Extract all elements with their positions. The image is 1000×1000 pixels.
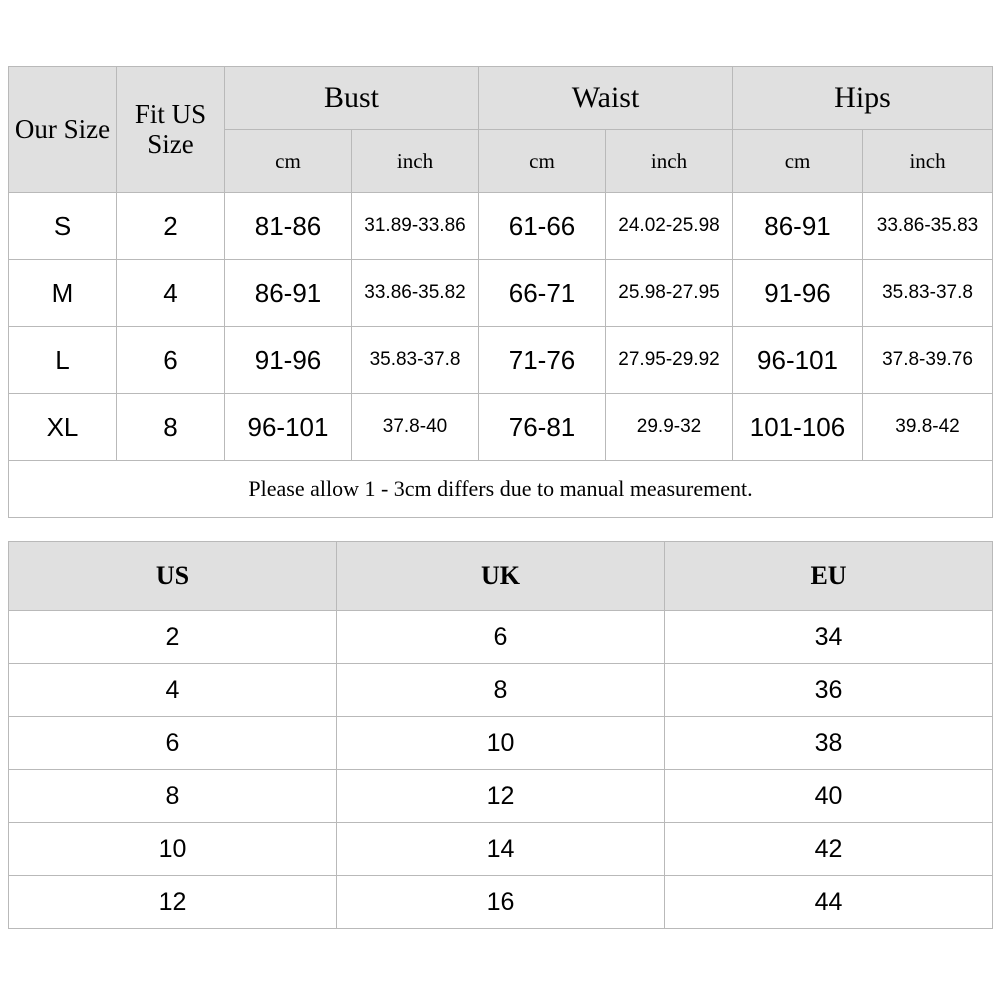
- table-row: [9, 394, 993, 461]
- header-hips-cm: cm: [733, 130, 863, 193]
- header-hips-inch: inch: [863, 130, 993, 193]
- measurement-note-row: [9, 461, 993, 518]
- measurement-note: Please allow 1 - 3cm differs due to manual measurement.: [9, 461, 993, 518]
- header-eu: EU: [665, 542, 993, 611]
- size-chart-table: [8, 66, 993, 518]
- table-row: [9, 260, 993, 327]
- conversion-body: [9, 611, 993, 929]
- size-chart-header: [9, 67, 993, 193]
- cell-eu: 40: [665, 770, 993, 823]
- cell-hips-cm: 91-96: [733, 260, 863, 327]
- cell-eu: 36: [665, 664, 993, 717]
- table-row: [9, 327, 993, 394]
- table-row: [9, 664, 993, 717]
- cell-our-size: L: [9, 327, 117, 394]
- cell-bust-inch: 35.83-37.8: [352, 327, 479, 394]
- cell-bust-inch: 31.89-33.86: [352, 193, 479, 260]
- cell-hips-inch: 39.8-42: [863, 394, 993, 461]
- cell-hips-cm: 101-106: [733, 394, 863, 461]
- cell-waist-cm: 71-76: [479, 327, 606, 394]
- header-bust-inch: inch: [352, 130, 479, 193]
- cell-hips-cm: 96-101: [733, 327, 863, 394]
- header-fit-us-size: Fit US Size: [117, 67, 225, 193]
- header-our-size: Our Size: [9, 67, 117, 193]
- cell-uk: 8: [337, 664, 665, 717]
- table-row: [9, 876, 993, 929]
- cell-eu: 44: [665, 876, 993, 929]
- size-chart-body: [9, 193, 993, 518]
- cell-waist-inch: 25.98-27.95: [606, 260, 733, 327]
- cell-uk: 14: [337, 823, 665, 876]
- cell-hips-cm: 86-91: [733, 193, 863, 260]
- cell-our-size: S: [9, 193, 117, 260]
- cell-waist-cm: 76-81: [479, 394, 606, 461]
- table-row: [9, 770, 993, 823]
- cell-us: 8: [9, 770, 337, 823]
- header-bust-cm: cm: [225, 130, 352, 193]
- table-row: [9, 611, 993, 664]
- header-waist-cm: cm: [479, 130, 606, 193]
- cell-bust-inch: 33.86-35.82: [352, 260, 479, 327]
- cell-our-size: M: [9, 260, 117, 327]
- table-row: [9, 193, 993, 260]
- cell-uk: 10: [337, 717, 665, 770]
- cell-fit-us-size: 6: [117, 327, 225, 394]
- cell-fit-us-size: 4: [117, 260, 225, 327]
- cell-bust-cm: 81-86: [225, 193, 352, 260]
- cell-hips-inch: 37.8-39.76: [863, 327, 993, 394]
- cell-us: 12: [9, 876, 337, 929]
- conversion-header: [9, 542, 993, 611]
- cell-us: 6: [9, 717, 337, 770]
- cell-hips-inch: 35.83-37.8: [863, 260, 993, 327]
- cell-hips-inch: 33.86-35.83: [863, 193, 993, 260]
- cell-us: 10: [9, 823, 337, 876]
- table-row: [9, 717, 993, 770]
- cell-waist-cm: 66-71: [479, 260, 606, 327]
- cell-bust-inch: 37.8-40: [352, 394, 479, 461]
- header-waist: Waist: [479, 67, 733, 130]
- cell-us: 4: [9, 664, 337, 717]
- header-bust: Bust: [225, 67, 479, 130]
- table-row: [9, 823, 993, 876]
- cell-bust-cm: 91-96: [225, 327, 352, 394]
- cell-uk: 12: [337, 770, 665, 823]
- cell-waist-inch: 24.02-25.98: [606, 193, 733, 260]
- cell-bust-cm: 96-101: [225, 394, 352, 461]
- cell-our-size: XL: [9, 394, 117, 461]
- cell-us: 2: [9, 611, 337, 664]
- cell-uk: 16: [337, 876, 665, 929]
- cell-eu: 42: [665, 823, 993, 876]
- cell-eu: 38: [665, 717, 993, 770]
- cell-waist-inch: 27.95-29.92: [606, 327, 733, 394]
- cell-bust-cm: 86-91: [225, 260, 352, 327]
- cell-eu: 34: [665, 611, 993, 664]
- header-uk: UK: [337, 542, 665, 611]
- header-us: US: [9, 542, 337, 611]
- cell-fit-us-size: 8: [117, 394, 225, 461]
- cell-waist-cm: 61-66: [479, 193, 606, 260]
- size-conversion-table: [8, 541, 993, 929]
- cell-uk: 6: [337, 611, 665, 664]
- cell-fit-us-size: 2: [117, 193, 225, 260]
- header-waist-inch: inch: [606, 130, 733, 193]
- header-hips: Hips: [733, 67, 993, 130]
- cell-waist-inch: 29.9-32: [606, 394, 733, 461]
